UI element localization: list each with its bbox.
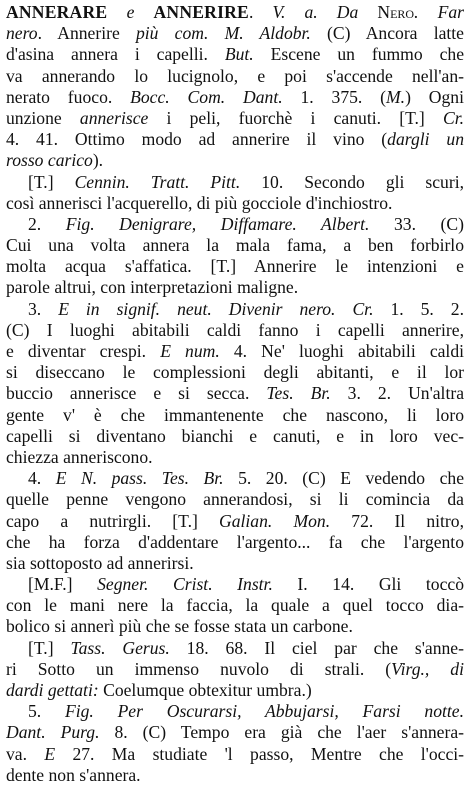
text-line [6, 362, 464, 383]
italic-text: Virg., di [391, 658, 464, 679]
text-segment: così annerisci l'acquerello, di più gocciole d'inchiostro. [6, 192, 393, 213]
text-segment: 72. Il nitro, [330, 510, 464, 531]
text-segment: ). [92, 150, 104, 171]
text-segment: chiezza anneriscono. [6, 446, 153, 467]
text-segment: i peli, fuorchè i canuti. [T.] [148, 107, 443, 128]
italic-text: Tes. Br. [266, 383, 331, 404]
text-segment: capo a nutrirgli. [T.] [6, 510, 220, 531]
text-segment: . Annerire [37, 23, 136, 44]
text-segment: (C) Ancora latte [310, 23, 464, 44]
small-caps-text: Nero [377, 2, 415, 22]
text-line [6, 447, 464, 468]
text-line [6, 765, 464, 786]
italic-text: dardi gettati: [6, 680, 99, 700]
text-line [6, 511, 464, 532]
text-line [6, 659, 464, 680]
text-line [6, 574, 464, 595]
text-line [6, 383, 464, 404]
text-segment: va annerando lo lucignolo, e poi s'accende nell'an- [6, 65, 464, 86]
text-segment: quelle penne vengono annerandosi, si li comincia da [6, 489, 464, 510]
italic-text: Fig. Per Oscurarsi, Abbujarsi, Farsi notte. [64, 701, 464, 722]
text-segment: e diventar crespi. [6, 341, 161, 361]
text-segment: 1. 5. 2. [373, 298, 464, 319]
text-segment: ri Sotto un immenso nuvolo di strali. ( [6, 658, 392, 679]
text-line [6, 489, 464, 510]
italic-text: Cennin. Tratt. Pitt. [74, 171, 241, 192]
italic-text: più com. M. Aldobr. [135, 23, 311, 44]
text-line [6, 44, 464, 65]
italic-text: M. [386, 86, 406, 107]
text-line [6, 214, 464, 235]
italic-text: Dant. Purg. [6, 722, 100, 743]
italic-text: E in signif. neut. Divenir nero. Cr. [58, 298, 374, 319]
text-segment: 5. 20. (C) E vedendo che [223, 468, 464, 489]
text-segment: 5. [28, 701, 65, 722]
text-segment: [M.F.] [28, 574, 98, 595]
text-segment: (C) I luoghi abitabili caldi fanno i capelli annerire, [6, 319, 464, 340]
text-segment: unzione [6, 107, 80, 128]
italic-text: dargli un [387, 129, 464, 150]
text-segment: [T.] [28, 637, 71, 658]
text-line [6, 638, 464, 659]
text-segment: 2. [28, 213, 66, 234]
text-segment: capelli si diventano bianchi e canuti, e in loro vec- [6, 425, 464, 446]
text-line [6, 595, 464, 616]
text-segment: 3. [28, 298, 59, 319]
text-segment: [T.] [28, 171, 75, 192]
text-segment: . [248, 2, 273, 22]
text-segment: Coelumque obtexitur umbra.) [98, 680, 312, 700]
text-segment: 10. Secondo gli scuri, [240, 171, 464, 192]
text-line [6, 172, 464, 193]
headword: ANNERIRE [153, 2, 249, 22]
text-segment: con le mani nere la faccia, la quale a quel tocco dia- [6, 595, 464, 616]
text-segment: 8. (C) Tempo era già che l'aer s'annera- [99, 722, 464, 743]
text-segment: nerato fuoco. [6, 86, 131, 107]
text-line [6, 235, 464, 256]
text-segment: I. 14. Gli toccò [272, 574, 464, 595]
italic-text: E N. pass. Tes. Br. [55, 468, 224, 489]
text-line [6, 87, 464, 108]
text-segment: 1. 375. ( [282, 86, 387, 107]
text-segment: gente v' è che immantenente che nascono, li loro [6, 404, 464, 425]
text-segment: 33. (C) [369, 213, 464, 234]
entry-text [6, 2, 464, 786]
text-segment: parole altrui, con interpretazioni maligne. [6, 277, 299, 298]
text-segment: 4. 41. Ottimo modo ad annerire il vino ( [6, 129, 388, 150]
text-line [6, 23, 464, 44]
text-line [6, 722, 464, 743]
italic-text: V. a. Da [272, 2, 378, 22]
italic-text: E [44, 743, 56, 764]
text-segment: Cui una volta annera la mala fama, a ben forbirlo [6, 235, 464, 256]
text-segment: che ha forza d'addentare l'argento... fa che l'argento [6, 531, 464, 552]
text-line [6, 616, 464, 637]
text-line [6, 680, 464, 701]
text-segment: buccio annerisce e si secca. [6, 383, 267, 404]
text-segment: Escene un fummo che [253, 44, 464, 65]
text-segment: sia sottoposto ad annerirsi. [6, 552, 194, 573]
italic-text: E num. [160, 341, 220, 361]
text-segment: 3. 2. Un'altra [330, 383, 464, 404]
text-line [6, 66, 464, 87]
italic-text: Cr. [442, 107, 464, 128]
italic-text: But. [224, 44, 254, 65]
italic-text: e [126, 2, 154, 22]
text-line [6, 341, 464, 362]
text-segment: d'asina annera i capelli. [6, 44, 225, 65]
text-line [6, 426, 464, 447]
text-line [6, 701, 464, 722]
text-line [6, 468, 464, 489]
text-line [6, 320, 464, 341]
italic-text: . Far [414, 2, 464, 22]
italic-text: Tass. Gerus. [70, 637, 170, 658]
text-line [6, 532, 464, 553]
italic-text: Segner. Crist. Instr. [97, 574, 273, 595]
italic-text: Fig. Denigrare, Diffamare. Albert. [65, 213, 370, 234]
text-segment: dente non s'annera. [6, 764, 141, 785]
text-line [6, 744, 464, 765]
text-segment: ) Ogni [405, 86, 464, 107]
text-segment: 27. Ma studiate 'l passo, Mentre che l'occi- [55, 743, 464, 764]
text-line [6, 553, 464, 574]
text-line [6, 193, 464, 214]
text-line [6, 277, 464, 298]
italic-text: Bocc. Com. Dant. [130, 86, 283, 107]
italic-text: rosso carico [6, 150, 93, 171]
italic-text: Galian. Mon. [219, 510, 331, 531]
text-segment: 18. 68. Il ciel par che s'anne- [169, 637, 464, 658]
headword: ANNERARE [6, 2, 127, 22]
text-segment: 4. Ne' luoghi abitabili caldi [219, 341, 464, 361]
text-segment: bolico si annerì più che se fosse stata un carbone. [6, 616, 353, 637]
text-line [6, 108, 464, 129]
text-line [6, 150, 464, 171]
text-segment: molta acqua s'affatica. [T.] Annerire le intenzioni e [6, 256, 464, 277]
text-line [6, 299, 464, 320]
text-line [6, 2, 464, 23]
text-line [6, 129, 464, 150]
text-segment: si diseccano le complessioni degli abitanti, e il lor [6, 362, 464, 383]
italic-text: annerisce [79, 107, 149, 128]
italic-text: nero [6, 23, 38, 44]
text-segment: 4. [28, 468, 56, 489]
text-line [6, 405, 464, 426]
text-line [6, 256, 464, 277]
text-segment: va. [6, 743, 45, 764]
